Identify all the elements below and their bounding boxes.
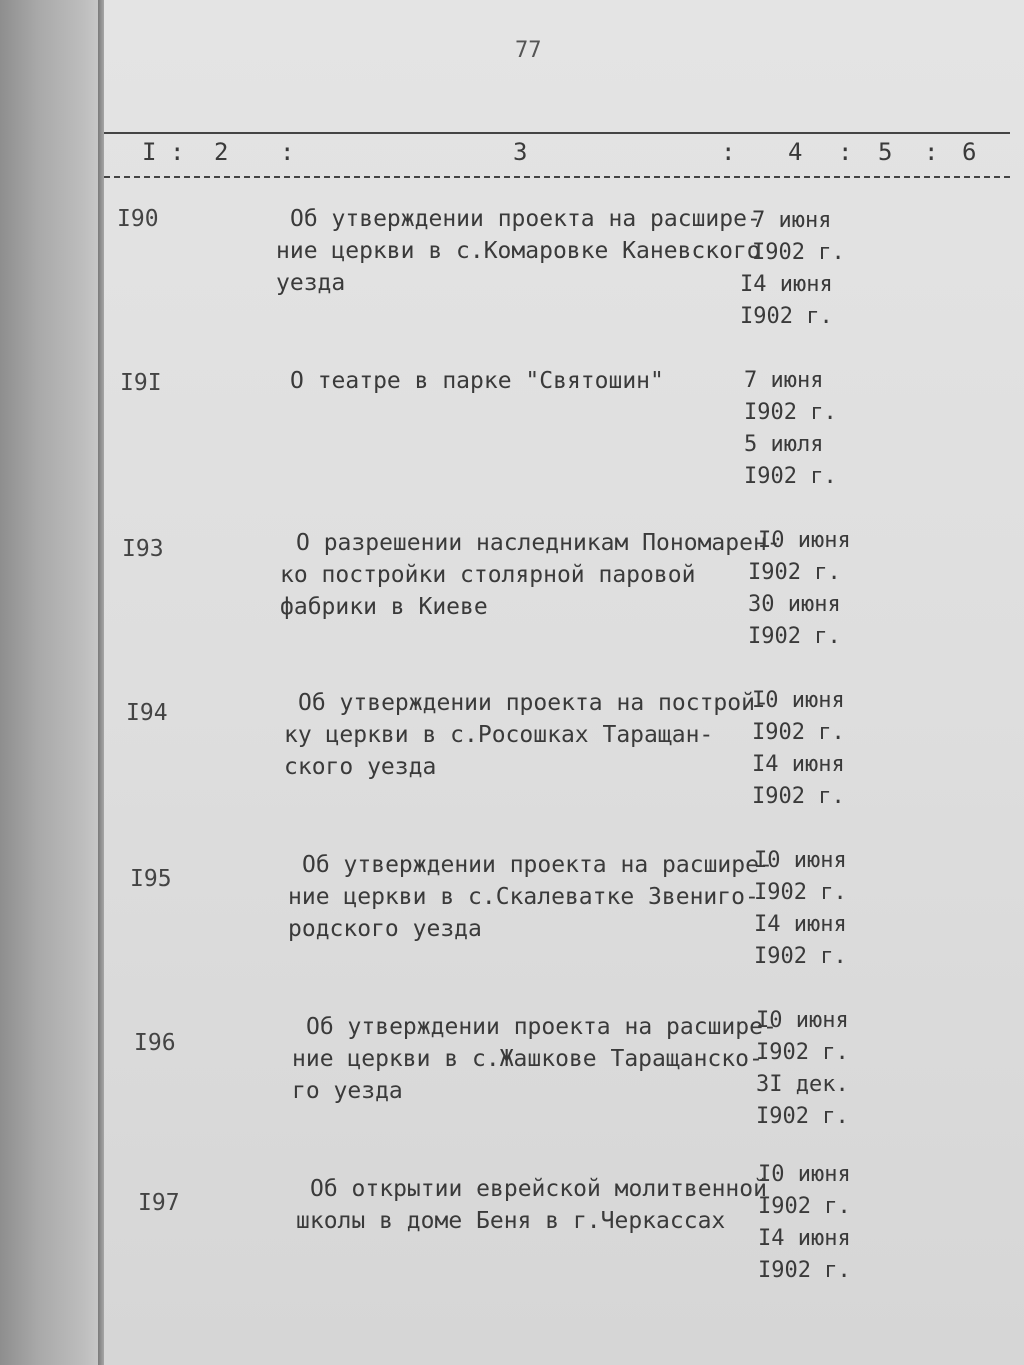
entry-date-line: I4 июня (754, 912, 847, 937)
entry-date-line: I0 июня (758, 528, 851, 553)
entry-number: I95 (130, 866, 172, 892)
column-header-5: 5 (878, 138, 893, 166)
entry-title-line: ние церкви в с.Скалеватке Звениго- (288, 884, 759, 910)
entry-number: I9I (120, 370, 162, 396)
entry-date-line: I0 июня (758, 1162, 851, 1187)
entry-number: I93 (122, 536, 164, 562)
entry-title-line: ние церкви в с.Жашкове Таращанско- (292, 1046, 763, 1072)
entry-date-line: 5 июля (744, 432, 824, 457)
entry-date-line: 30 июня (748, 592, 841, 617)
entry-date-line: I902 г. (740, 304, 833, 329)
entry-date-line: I902 г. (752, 720, 845, 745)
entry-date-line: I902 г. (748, 624, 841, 649)
entry-date-line: I902 г. (744, 400, 837, 425)
column-header-2: 2 (214, 138, 229, 166)
entry-number: I96 (134, 1030, 176, 1056)
entry-date-line: I0 июня (754, 848, 847, 873)
entry-title-line: О разрешении наследникам Пономарен- (296, 530, 781, 556)
entry-date-line: I902 г. (754, 944, 847, 969)
entry-title-line: фабрики в Киеве (280, 594, 488, 620)
entry-date-line: I902 г. (758, 1258, 851, 1283)
column-header-4: 4 (788, 138, 803, 166)
column-separator: : (721, 138, 736, 166)
entry-title-line: ского уезда (284, 754, 437, 780)
column-separator: : (170, 138, 185, 166)
entry-date-line: 3I дек. (756, 1072, 849, 1097)
entry-date-line: I0 июня (752, 688, 845, 713)
column-header-6: 6 (962, 138, 977, 166)
entry-title-line: ние церкви в с.Комаровке Каневского (276, 238, 761, 264)
column-separator: : (924, 138, 939, 166)
entry-date-line: I4 июня (758, 1226, 851, 1251)
entry-title-line: Об утверждении проекта на расшире- (302, 852, 773, 878)
entry-title-line: Об утверждении проекта на расшире- (306, 1014, 777, 1040)
entry-date-line: I902 г. (744, 464, 837, 489)
header-top-rule (104, 132, 1010, 134)
entry-date-line: I902 г. (754, 880, 847, 905)
entry-date-line: I4 июня (740, 272, 833, 297)
entry-date-line: I902 г. (758, 1194, 851, 1219)
entry-title-line: ку церкви в с.Росошках Таращан- (284, 722, 714, 748)
entry-number: I90 (117, 206, 159, 232)
page-number: 77 (515, 38, 542, 63)
entry-title-line: родского уезда (288, 916, 482, 942)
entry-title-line: уезда (276, 270, 346, 296)
column-header-3: 3 (513, 138, 528, 166)
entry-date-line: I0 июня (756, 1008, 849, 1033)
entry-title-line: Об открытии еврейской молитвенной (310, 1176, 767, 1202)
entry-title-line: ко постройки столярной паровой (280, 562, 696, 588)
document-page (104, 0, 1024, 1365)
column-header-1: I (142, 138, 157, 166)
entry-number: I97 (138, 1190, 180, 1216)
entry-date-line: I902 г. (752, 784, 845, 809)
entry-title-line: Об утверждении проекта на расшире- (290, 206, 761, 232)
entry-date-line: I902 г. (748, 560, 841, 585)
entry-date-line: I902 г. (756, 1104, 849, 1129)
entry-date-line: I902 г. (752, 240, 845, 265)
entry-title-line: го уезда (292, 1078, 403, 1104)
entry-title-line: О театре в парке "Святошин" (290, 368, 664, 394)
header-bottom-rule (104, 176, 1010, 178)
entry-title-line: Об утверждении проекта на построй- (298, 690, 769, 716)
column-separator: : (280, 138, 295, 166)
book-gutter-shadow (0, 0, 110, 1365)
entry-date-line: I4 июня (752, 752, 845, 777)
entry-date-line: I902 г. (756, 1040, 849, 1065)
entry-title-line: школы в доме Беня в г.Черкассах (296, 1208, 726, 1234)
entry-date-line: 7 июня (752, 208, 832, 233)
entry-number: I94 (126, 700, 168, 726)
column-separator: : (838, 138, 853, 166)
entry-date-line: 7 июня (744, 368, 824, 393)
